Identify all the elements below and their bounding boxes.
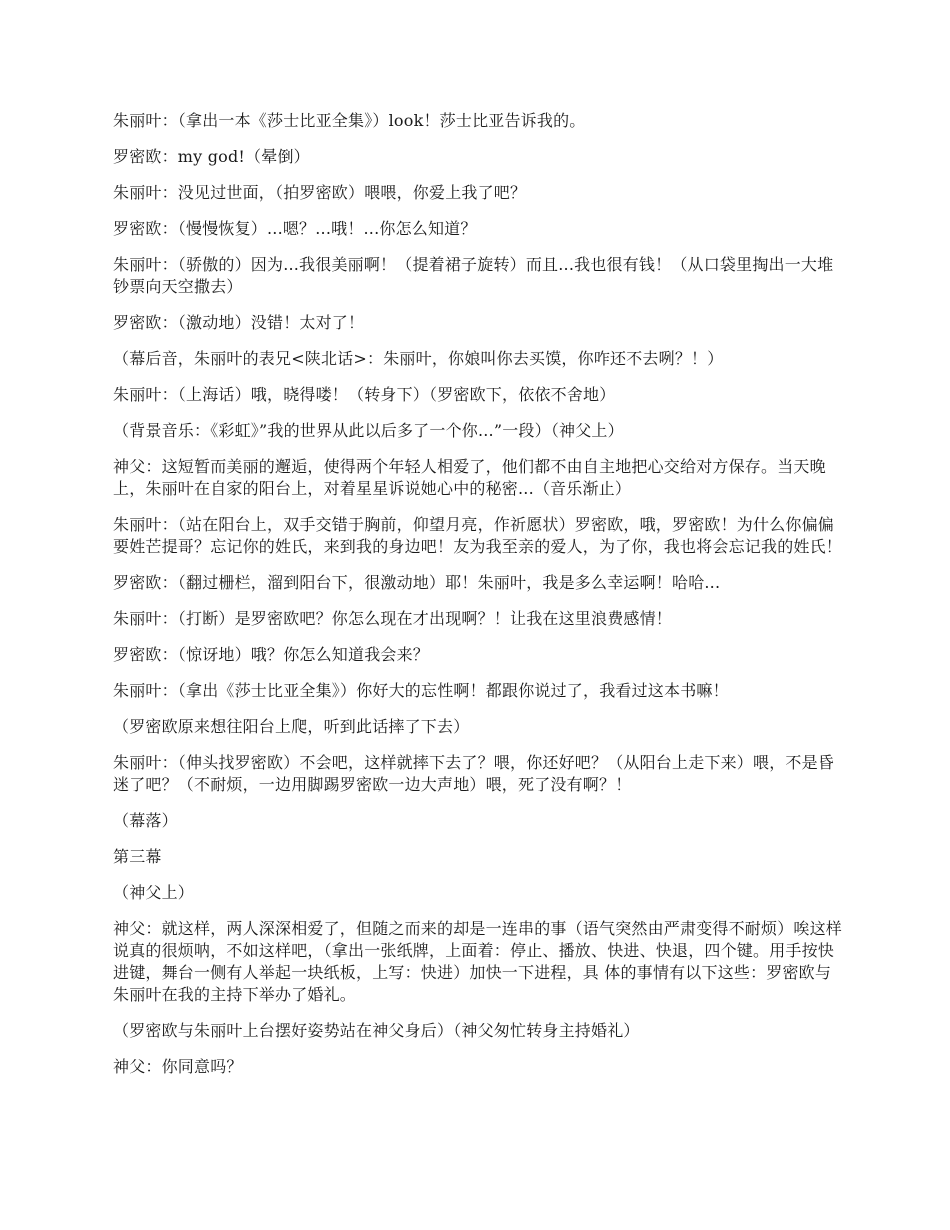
- paragraph: 朱丽叶：（伸头找罗密欧）不会吧，这样就摔下去了？喂，你还好吧？（从阳台上走下来）喂，不是昏迷了吧？（不耐烦，一边用脚踢罗密欧一边大声地）喂，死了没有啊？！: [113, 753, 835, 794]
- paragraph: 朱丽叶：（打断）是罗密欧吧？你怎么现在才出现啊？！让我在这里浪费感情！: [113, 609, 673, 628]
- paragraph: 神父：这短暂而美丽的邂逅，使得两个年轻人相爱了，他们都不由自主地把心交给对方保存。当天晚上，朱丽叶在自家的阳台上，对着星星诉说她心中的秘密...（音乐渐止）: [113, 457, 826, 498]
- paragraph: 朱丽叶：（上海话）哦，晓得喽！（转身下）（罗密欧下，依依不舍地）: [113, 385, 616, 404]
- paragraph: （幕落）: [113, 811, 178, 830]
- document-page: [113, 110, 843, 1092]
- paragraph: 神父：你同意吗？: [113, 1057, 243, 1076]
- paragraph: 罗密欧：（惊讶地）哦？你怎么知道我会来？: [113, 645, 430, 664]
- paragraph: （罗密欧原来想往阳台上爬，听到此话摔了下去）: [113, 717, 470, 736]
- paragraph: 罗密欧：my god!（晕倒）: [113, 147, 310, 166]
- paragraph: 朱丽叶：（站在阳台上，双手交错于胸前，仰望月亮，作祈愿状）罗密欧，哦，罗密欧！为什么你偏偏要姓芒提哥？忘记你的姓氏，来到我的身边吧！友为我至亲的爱人，为了你，我也将会忘记我的姓氏！: [113, 515, 843, 556]
- paragraph: 罗密欧：（激动地）没错！太对了！: [113, 313, 365, 332]
- paragraph: 朱丽叶：（拿出《莎士比亚全集》）你好大的忘性啊！都跟你说过了，我看过这本书嘛！: [113, 681, 729, 700]
- paragraph: （神父上）: [113, 883, 195, 902]
- paragraph: 朱丽叶：没见过世面，（拍罗密欧）喂喂，你爱上我了吧？: [113, 183, 527, 202]
- paragraph: （背景音乐：《彩虹》”我的世界从此以后多了一个你...”一段）（神父上）: [113, 421, 624, 440]
- act-heading: 第三幕: [113, 847, 162, 866]
- paragraph: （幕后音，朱丽叶的表兄<陕北话>：朱丽叶，你娘叫你去买馍，你咋还不去咧？！）: [113, 349, 724, 368]
- paragraph: 朱丽叶：（骄傲的）因为...我很美丽啊！（提着裙子旋转）而且...我也很有钱！（从口袋里掏出一大堆钞票向天空撒去）: [113, 255, 834, 296]
- paragraph: 罗密欧：（慢慢恢复）...嗯？...哦！...你怎么知道？: [113, 219, 477, 238]
- paragraph: 罗密欧：（翻过栅栏，溜到阳台下，很激动地）耶！朱丽叶，我是多么幸运啊！哈哈...: [113, 573, 721, 592]
- paragraph: 朱丽叶：（拿出一本《莎士比亚全集》）look！莎士比亚告诉我的。: [113, 111, 586, 130]
- paragraph: （罗密欧与朱丽叶上台摆好姿势站在神父身后）（神父匆忙转身主持婚礼）: [113, 1021, 640, 1040]
- paragraph: 神父：就这样，两人深深相爱了，但随之而来的却是一连串的事（语气突然由严肃变得不耐烦）唉这样说真的很烦呐，不如这样吧，（拿出一张纸牌，上面着：停止、播放、快进、快退，四个键。用手按快进键，舞台一侧有人举起一块纸板，上写：快进）加快一下进程，具 体的事情有以下这些：罗密欧与朱丽叶在我的主持下举办了婚礼。: [113, 919, 843, 1004]
